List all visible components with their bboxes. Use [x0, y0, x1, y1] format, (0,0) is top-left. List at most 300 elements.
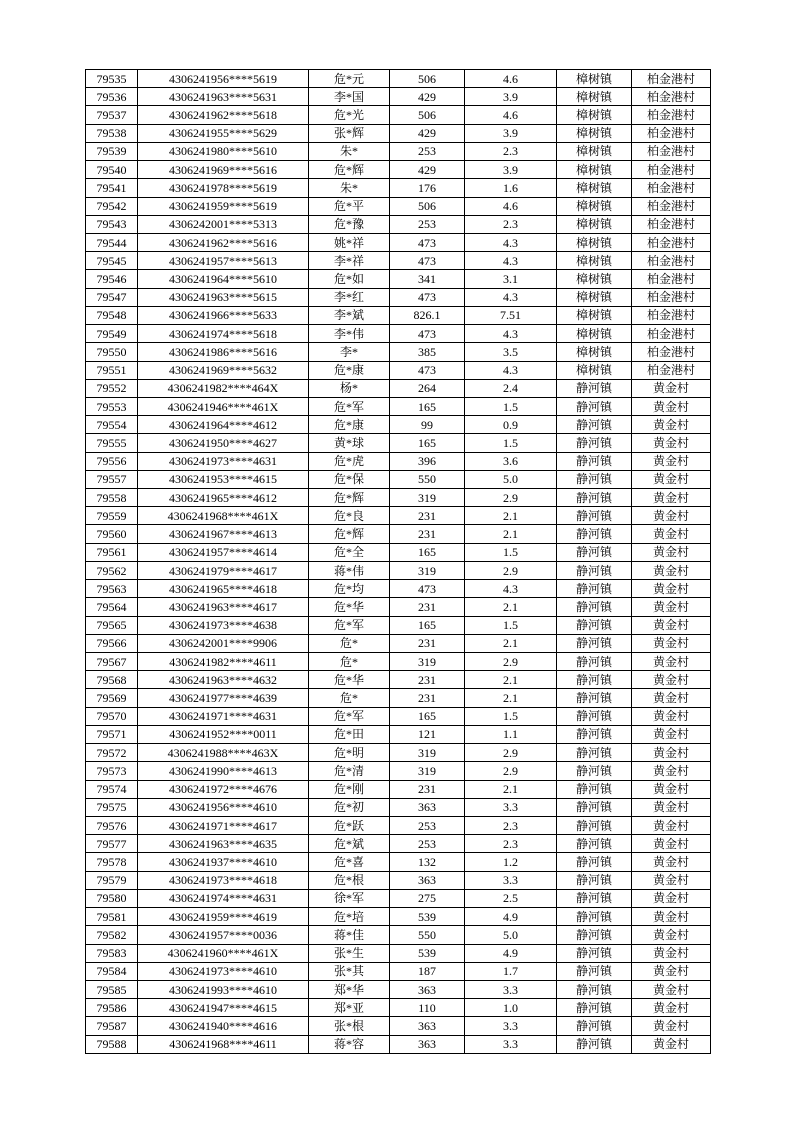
- cell-id-number: 4306241963****5631: [138, 88, 309, 106]
- cell-area: 2.1: [465, 598, 557, 616]
- cell-serial: 79561: [86, 543, 138, 561]
- cell-amount: 506: [390, 106, 465, 124]
- records-table-body: [86, 70, 711, 1054]
- cell-id-number: 4306241969****5632: [138, 361, 309, 379]
- cell-town: 静河镇: [557, 452, 632, 470]
- cell-village: 黄金村: [632, 416, 711, 434]
- table-row: [86, 161, 711, 179]
- table-row: [86, 598, 711, 616]
- cell-name: 危*军: [309, 397, 390, 415]
- cell-amount: 319: [390, 762, 465, 780]
- cell-town: 静河镇: [557, 908, 632, 926]
- cell-id-number: 4306241963****4635: [138, 835, 309, 853]
- cell-serial: 79551: [86, 361, 138, 379]
- cell-name: 张*其: [309, 962, 390, 980]
- cell-amount: 165: [390, 707, 465, 725]
- cell-serial: 79540: [86, 161, 138, 179]
- cell-village: 柏金港村: [632, 197, 711, 215]
- cell-area: 2.5: [465, 889, 557, 907]
- cell-area: 3.1: [465, 270, 557, 288]
- cell-area: 4.6: [465, 106, 557, 124]
- cell-village: 黄金村: [632, 507, 711, 525]
- cell-amount: 165: [390, 434, 465, 452]
- table-row: [86, 616, 711, 634]
- cell-id-number: 4306241978****5619: [138, 179, 309, 197]
- cell-village: 黄金村: [632, 543, 711, 561]
- cell-town: 静河镇: [557, 634, 632, 652]
- cell-id-number: 4306241990****4613: [138, 762, 309, 780]
- cell-serial: 79555: [86, 434, 138, 452]
- cell-id-number: 4306241980****5610: [138, 142, 309, 160]
- cell-name: 黄*球: [309, 434, 390, 452]
- cell-name: 危*辉: [309, 525, 390, 543]
- cell-serial: 79554: [86, 416, 138, 434]
- cell-name: 杨*: [309, 379, 390, 397]
- cell-name: 危*明: [309, 744, 390, 762]
- cell-town: 樟树镇: [557, 361, 632, 379]
- cell-id-number: 4306241956****4610: [138, 798, 309, 816]
- table-row: [86, 397, 711, 415]
- cell-name: 危*全: [309, 543, 390, 561]
- cell-id-number: 4306241988****463X: [138, 744, 309, 762]
- cell-town: 静河镇: [557, 671, 632, 689]
- cell-village: 黄金村: [632, 816, 711, 834]
- cell-amount: 121: [390, 725, 465, 743]
- table-row: [86, 798, 711, 816]
- cell-amount: 231: [390, 525, 465, 543]
- cell-id-number: 4306241962****5618: [138, 106, 309, 124]
- table-row: [86, 816, 711, 834]
- cell-name: 危*辉: [309, 489, 390, 507]
- cell-town: 樟树镇: [557, 142, 632, 160]
- cell-name: 蒋*容: [309, 1035, 390, 1053]
- cell-area: 2.1: [465, 671, 557, 689]
- cell-area: 3.9: [465, 124, 557, 142]
- table-row: [86, 871, 711, 889]
- cell-area: 2.1: [465, 780, 557, 798]
- cell-id-number: 4306241953****4615: [138, 470, 309, 488]
- cell-name: 危*豫: [309, 215, 390, 233]
- records-table: [85, 69, 711, 1054]
- cell-town: 樟树镇: [557, 215, 632, 233]
- cell-serial: 79583: [86, 944, 138, 962]
- cell-town: 静河镇: [557, 616, 632, 634]
- cell-area: 2.3: [465, 835, 557, 853]
- cell-serial: 79549: [86, 325, 138, 343]
- cell-amount: 473: [390, 233, 465, 251]
- cell-village: 黄金村: [632, 944, 711, 962]
- cell-id-number: 4306241960****461X: [138, 944, 309, 962]
- table-row: [86, 124, 711, 142]
- cell-town: 静河镇: [557, 780, 632, 798]
- cell-town: 静河镇: [557, 598, 632, 616]
- cell-name: 张*辉: [309, 124, 390, 142]
- cell-area: 3.3: [465, 980, 557, 998]
- cell-id-number: 4306241937****4610: [138, 853, 309, 871]
- cell-serial: 79586: [86, 999, 138, 1017]
- cell-area: 2.9: [465, 561, 557, 579]
- cell-town: 静河镇: [557, 853, 632, 871]
- cell-id-number: 4306241974****4631: [138, 889, 309, 907]
- cell-amount: 165: [390, 397, 465, 415]
- cell-name: 张*生: [309, 944, 390, 962]
- table-row: [86, 835, 711, 853]
- cell-area: 2.3: [465, 142, 557, 160]
- cell-amount: 176: [390, 179, 465, 197]
- cell-village: 柏金港村: [632, 161, 711, 179]
- cell-id-number: 4306241946****461X: [138, 397, 309, 415]
- cell-amount: 319: [390, 744, 465, 762]
- cell-amount: 132: [390, 853, 465, 871]
- cell-area: 4.3: [465, 233, 557, 251]
- cell-village: 柏金港村: [632, 142, 711, 160]
- cell-village: 黄金村: [632, 707, 711, 725]
- cell-area: 4.3: [465, 325, 557, 343]
- cell-amount: 550: [390, 926, 465, 944]
- cell-serial: 79564: [86, 598, 138, 616]
- cell-village: 黄金村: [632, 1035, 711, 1053]
- cell-id-number: 4306241982****4611: [138, 653, 309, 671]
- cell-serial: 79553: [86, 397, 138, 415]
- cell-name: 朱*: [309, 142, 390, 160]
- cell-town: 静河镇: [557, 397, 632, 415]
- cell-town: 静河镇: [557, 707, 632, 725]
- cell-id-number: 4306241959****4619: [138, 908, 309, 926]
- cell-village: 柏金港村: [632, 361, 711, 379]
- cell-village: 黄金村: [632, 525, 711, 543]
- cell-area: 2.4: [465, 379, 557, 397]
- cell-village: 柏金港村: [632, 288, 711, 306]
- cell-name: 郑*亚: [309, 999, 390, 1017]
- cell-town: 静河镇: [557, 962, 632, 980]
- cell-area: 3.3: [465, 1017, 557, 1035]
- cell-serial: 79537: [86, 106, 138, 124]
- cell-amount: 187: [390, 962, 465, 980]
- cell-name: 危*如: [309, 270, 390, 288]
- cell-amount: 110: [390, 999, 465, 1017]
- cell-village: 柏金港村: [632, 306, 711, 324]
- cell-serial: 79562: [86, 561, 138, 579]
- cell-serial: 79563: [86, 580, 138, 598]
- cell-village: 黄金村: [632, 653, 711, 671]
- table-row: [86, 780, 711, 798]
- cell-village: 柏金港村: [632, 252, 711, 270]
- cell-name: 危*: [309, 634, 390, 652]
- cell-serial: 79552: [86, 379, 138, 397]
- cell-id-number: 4306241977****4639: [138, 689, 309, 707]
- cell-id-number: 4306241957****0036: [138, 926, 309, 944]
- cell-id-number: 4306241993****4610: [138, 980, 309, 998]
- cell-serial: 79550: [86, 343, 138, 361]
- cell-area: 1.6: [465, 179, 557, 197]
- cell-id-number: 4306241963****4632: [138, 671, 309, 689]
- cell-village: 黄金村: [632, 671, 711, 689]
- table-row: [86, 379, 711, 397]
- cell-village: 黄金村: [632, 725, 711, 743]
- cell-town: 静河镇: [557, 543, 632, 561]
- table-row: [86, 361, 711, 379]
- cell-serial: 79546: [86, 270, 138, 288]
- cell-serial: 79578: [86, 853, 138, 871]
- table-row: [86, 470, 711, 488]
- cell-serial: 79544: [86, 233, 138, 251]
- table-row: [86, 561, 711, 579]
- table-row: [86, 270, 711, 288]
- cell-serial: 79573: [86, 762, 138, 780]
- cell-village: 黄金村: [632, 452, 711, 470]
- table-row: [86, 725, 711, 743]
- cell-name: 危*华: [309, 671, 390, 689]
- cell-amount: 99: [390, 416, 465, 434]
- cell-serial: 79547: [86, 288, 138, 306]
- cell-amount: 165: [390, 616, 465, 634]
- cell-serial: 79560: [86, 525, 138, 543]
- cell-amount: 550: [390, 470, 465, 488]
- cell-village: 柏金港村: [632, 106, 711, 124]
- cell-amount: 363: [390, 980, 465, 998]
- table-row: [86, 416, 711, 434]
- cell-id-number: 4306241971****4631: [138, 707, 309, 725]
- cell-id-number: 4306241982****464X: [138, 379, 309, 397]
- cell-id-number: 4306241957****5613: [138, 252, 309, 270]
- cell-area: 2.9: [465, 762, 557, 780]
- cell-name: 危*跃: [309, 816, 390, 834]
- cell-serial: 79579: [86, 871, 138, 889]
- cell-name: 危*虎: [309, 452, 390, 470]
- cell-area: 3.5: [465, 343, 557, 361]
- cell-town: 樟树镇: [557, 252, 632, 270]
- cell-amount: 319: [390, 489, 465, 507]
- cell-amount: 231: [390, 634, 465, 652]
- cell-area: 4.6: [465, 70, 557, 88]
- cell-town: 樟树镇: [557, 179, 632, 197]
- table-row: [86, 689, 711, 707]
- cell-town: 樟树镇: [557, 161, 632, 179]
- table-row: [86, 197, 711, 215]
- cell-id-number: 4306241965****4618: [138, 580, 309, 598]
- cell-serial: 79559: [86, 507, 138, 525]
- cell-name: 危*光: [309, 106, 390, 124]
- cell-id-number: 4306241969****5616: [138, 161, 309, 179]
- cell-town: 静河镇: [557, 580, 632, 598]
- cell-amount: 429: [390, 88, 465, 106]
- cell-village: 黄金村: [632, 853, 711, 871]
- table-row: [86, 306, 711, 324]
- cell-area: 4.3: [465, 252, 557, 270]
- cell-area: 3.9: [465, 161, 557, 179]
- cell-area: 2.3: [465, 816, 557, 834]
- cell-name: 危*根: [309, 871, 390, 889]
- cell-id-number: 4306241963****5615: [138, 288, 309, 306]
- cell-village: 黄金村: [632, 598, 711, 616]
- cell-amount: 231: [390, 671, 465, 689]
- cell-id-number: 4306241968****4611: [138, 1035, 309, 1053]
- cell-amount: 473: [390, 361, 465, 379]
- table-row: [86, 671, 711, 689]
- cell-name: 李*祥: [309, 252, 390, 270]
- cell-village: 黄金村: [632, 634, 711, 652]
- cell-village: 黄金村: [632, 999, 711, 1017]
- cell-name: 蒋*伟: [309, 561, 390, 579]
- cell-village: 黄金村: [632, 926, 711, 944]
- cell-name: 郑*华: [309, 980, 390, 998]
- cell-id-number: 4306241952****0011: [138, 725, 309, 743]
- cell-serial: 79574: [86, 780, 138, 798]
- cell-id-number: 4306241971****4617: [138, 816, 309, 834]
- cell-serial: 79588: [86, 1035, 138, 1053]
- cell-town: 樟树镇: [557, 288, 632, 306]
- table-row: [86, 889, 711, 907]
- table-row: [86, 215, 711, 233]
- cell-amount: 275: [390, 889, 465, 907]
- cell-area: 2.1: [465, 525, 557, 543]
- cell-area: 4.9: [465, 944, 557, 962]
- cell-name: 危*平: [309, 197, 390, 215]
- cell-id-number: 4306241955****5629: [138, 124, 309, 142]
- cell-amount: 253: [390, 816, 465, 834]
- cell-name: 危*军: [309, 616, 390, 634]
- cell-village: 柏金港村: [632, 88, 711, 106]
- cell-area: 2.1: [465, 689, 557, 707]
- table-row: [86, 233, 711, 251]
- cell-area: 5.0: [465, 470, 557, 488]
- cell-id-number: 4306241967****4613: [138, 525, 309, 543]
- cell-town: 樟树镇: [557, 124, 632, 142]
- cell-amount: 341: [390, 270, 465, 288]
- cell-amount: 231: [390, 507, 465, 525]
- cell-id-number: 4306241973****4638: [138, 616, 309, 634]
- cell-serial: 79575: [86, 798, 138, 816]
- cell-town: 静河镇: [557, 489, 632, 507]
- cell-village: 柏金港村: [632, 215, 711, 233]
- cell-town: 静河镇: [557, 999, 632, 1017]
- table-row: [86, 252, 711, 270]
- cell-serial: 79584: [86, 962, 138, 980]
- cell-village: 黄金村: [632, 397, 711, 415]
- cell-town: 静河镇: [557, 416, 632, 434]
- cell-amount: 264: [390, 379, 465, 397]
- cell-id-number: 4306241962****5616: [138, 233, 309, 251]
- cell-town: 樟树镇: [557, 106, 632, 124]
- cell-name: 危*均: [309, 580, 390, 598]
- cell-amount: 231: [390, 598, 465, 616]
- cell-serial: 79582: [86, 926, 138, 944]
- cell-serial: 79558: [86, 489, 138, 507]
- cell-amount: 539: [390, 908, 465, 926]
- cell-village: 黄金村: [632, 616, 711, 634]
- table-row: [86, 580, 711, 598]
- cell-id-number: 4306241966****5633: [138, 306, 309, 324]
- table-row: [86, 179, 711, 197]
- cell-village: 柏金港村: [632, 270, 711, 288]
- table-row: [86, 908, 711, 926]
- cell-village: 黄金村: [632, 434, 711, 452]
- cell-name: 危*: [309, 689, 390, 707]
- cell-village: 黄金村: [632, 379, 711, 397]
- cell-name: 危*初: [309, 798, 390, 816]
- cell-town: 静河镇: [557, 561, 632, 579]
- cell-amount: 253: [390, 142, 465, 160]
- cell-village: 黄金村: [632, 762, 711, 780]
- cell-town: 静河镇: [557, 1017, 632, 1035]
- cell-amount: 473: [390, 580, 465, 598]
- cell-village: 柏金港村: [632, 325, 711, 343]
- cell-id-number: 4306241959****5619: [138, 197, 309, 215]
- cell-name: 李*伟: [309, 325, 390, 343]
- cell-id-number: 4306242001****5313: [138, 215, 309, 233]
- cell-area: 3.3: [465, 871, 557, 889]
- cell-village: 柏金港村: [632, 124, 711, 142]
- cell-serial: 79585: [86, 980, 138, 998]
- cell-village: 柏金港村: [632, 343, 711, 361]
- cell-area: 4.6: [465, 197, 557, 215]
- cell-area: 1.0: [465, 999, 557, 1017]
- cell-village: 柏金港村: [632, 179, 711, 197]
- cell-id-number: 4306242001****9906: [138, 634, 309, 652]
- cell-town: 静河镇: [557, 1035, 632, 1053]
- cell-name: 危*辉: [309, 161, 390, 179]
- cell-village: 黄金村: [632, 561, 711, 579]
- cell-name: 危*喜: [309, 853, 390, 871]
- cell-name: 危*清: [309, 762, 390, 780]
- cell-area: 2.9: [465, 653, 557, 671]
- cell-area: 3.3: [465, 1035, 557, 1053]
- cell-name: 李*斌: [309, 306, 390, 324]
- cell-amount: 363: [390, 871, 465, 889]
- cell-area: 1.5: [465, 707, 557, 725]
- cell-id-number: 4306241957****4614: [138, 543, 309, 561]
- cell-area: 2.3: [465, 215, 557, 233]
- cell-serial: 79548: [86, 306, 138, 324]
- table-row: [86, 489, 711, 507]
- table-row: [86, 543, 711, 561]
- cell-town: 静河镇: [557, 889, 632, 907]
- cell-village: 黄金村: [632, 744, 711, 762]
- cell-name: 姚*祥: [309, 233, 390, 251]
- cell-amount: 231: [390, 780, 465, 798]
- cell-area: 1.7: [465, 962, 557, 980]
- cell-town: 樟树镇: [557, 343, 632, 361]
- table-row: [86, 452, 711, 470]
- cell-village: 黄金村: [632, 1017, 711, 1035]
- cell-area: 1.2: [465, 853, 557, 871]
- cell-id-number: 4306241973****4610: [138, 962, 309, 980]
- cell-id-number: 4306241972****4676: [138, 780, 309, 798]
- cell-area: 4.9: [465, 908, 557, 926]
- cell-amount: 473: [390, 288, 465, 306]
- cell-area: 2.1: [465, 634, 557, 652]
- table-row: [86, 944, 711, 962]
- cell-town: 樟树镇: [557, 325, 632, 343]
- cell-amount: 363: [390, 1035, 465, 1053]
- cell-serial: 79536: [86, 88, 138, 106]
- cell-town: 静河镇: [557, 762, 632, 780]
- cell-name: 危*保: [309, 470, 390, 488]
- cell-serial: 79576: [86, 816, 138, 834]
- table-row: [86, 762, 711, 780]
- table-row: [86, 507, 711, 525]
- cell-amount: 826.1: [390, 306, 465, 324]
- cell-village: 柏金港村: [632, 233, 711, 251]
- cell-id-number: 4306241964****4612: [138, 416, 309, 434]
- cell-village: 黄金村: [632, 780, 711, 798]
- cell-name: 危*军: [309, 707, 390, 725]
- cell-town: 静河镇: [557, 507, 632, 525]
- cell-village: 黄金村: [632, 470, 711, 488]
- cell-town: 静河镇: [557, 725, 632, 743]
- table-row: [86, 853, 711, 871]
- cell-amount: 253: [390, 835, 465, 853]
